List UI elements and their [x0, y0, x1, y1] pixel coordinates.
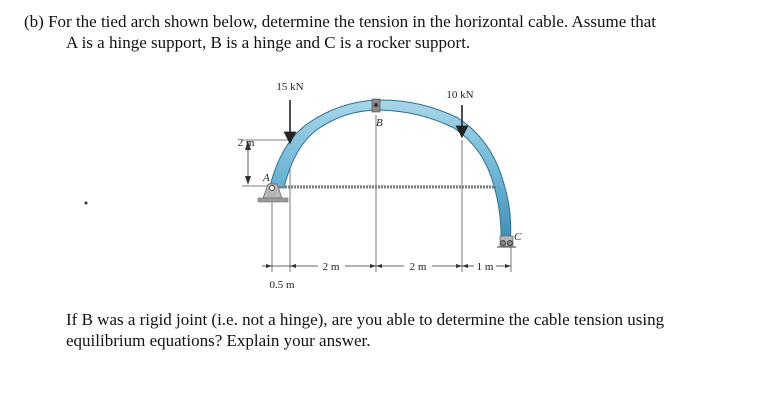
load-right-label: 10 kN — [446, 89, 474, 101]
load-15kn — [276, 81, 303, 138]
question-line-2: A is a hinge support, B is a hinge and C is a rocker support. — [66, 33, 471, 52]
followup-line-2: equilibrium equations? Explain your answer. — [66, 331, 371, 350]
point-c-label: C — [514, 231, 522, 243]
point-a-label: A — [263, 172, 270, 184]
dim-half-label: 0.5 m — [269, 279, 295, 291]
height-dimension — [238, 137, 255, 185]
dim-right-label: 1 m — [476, 261, 494, 273]
load-left-label: 15 kN — [276, 81, 304, 93]
arch-member — [270, 100, 511, 244]
height-dim-label: 2 m — [237, 137, 255, 149]
dim-left-label: 2 m — [322, 261, 340, 273]
point-b-label: B — [376, 117, 383, 129]
dim-mid-label: 2 m — [409, 261, 427, 273]
hinge-b — [372, 99, 380, 112]
followup-line-1: If B was a rigid joint (i.e. not a hinge), are you able to determine the cable tension using — [66, 310, 665, 329]
stray-mark — [85, 202, 88, 205]
question-line-1: (b) For the tied arch shown below, determine the tension in the horizontal cable. Assume that — [24, 12, 656, 31]
